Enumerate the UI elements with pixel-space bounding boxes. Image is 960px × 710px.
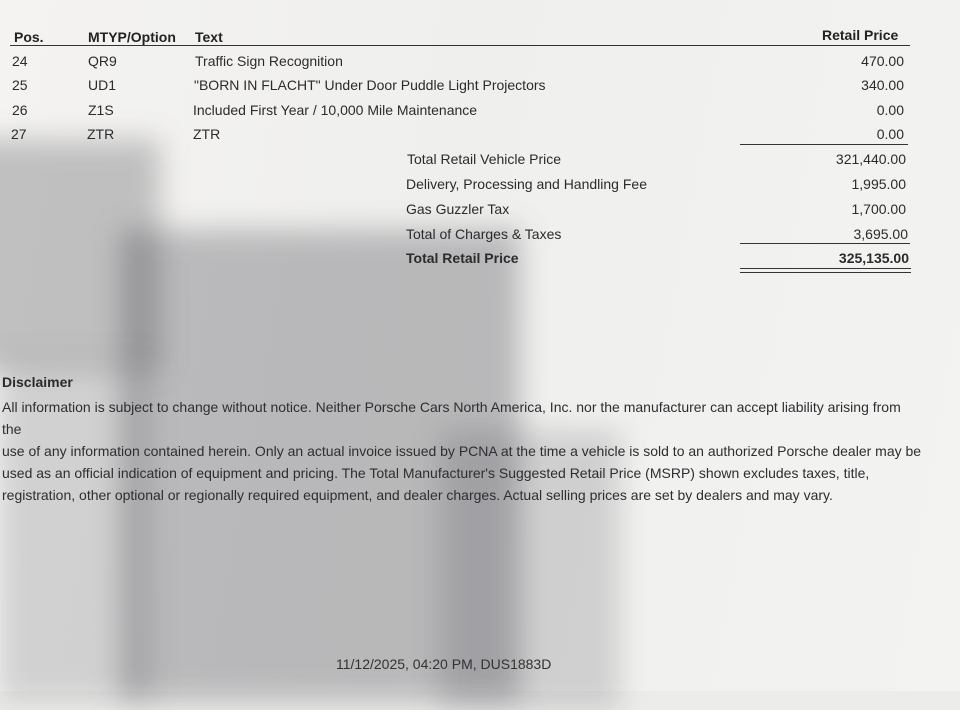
disclaimer-line: All information is subject to change without notice. Neither Porsche Cars North America, Inc. nor the manufacturer can accept liability arising from the <box>2 399 901 437</box>
totals-value: 1,995.00 <box>851 176 906 192</box>
row-description: ZTR <box>193 126 221 142</box>
header-retail-price: Retail Price <box>822 27 899 43</box>
totals-row <box>0 176 910 196</box>
charges-rule <box>740 243 910 244</box>
row-description: Included First Year / 10,000 Mile Maintenance <box>193 102 478 118</box>
totals-label: Total of Charges & Taxes <box>406 226 562 242</box>
table-row <box>0 53 910 73</box>
disclaimer-line: registration, other optional or regionally required equipment, and dealer charges. Actual selling prices are set by dealers and may vary. <box>2 487 833 503</box>
row-option-code: ZTR <box>87 126 115 142</box>
totals-value: 3,695.00 <box>853 226 908 242</box>
subtotal-rule <box>740 144 908 145</box>
row-description: "BORN IN FLACHT" Under Door Puddle Light Projectors <box>194 77 546 93</box>
grand-total-double-rule-top <box>740 268 911 269</box>
grand-total-label: Total Retail Price <box>406 250 519 266</box>
row-price: 340.00 <box>861 77 904 93</box>
print-timestamp: 11/12/2025, 04:20 PM, DUS1883D <box>336 656 552 672</box>
row-option-code: QR9 <box>88 53 117 69</box>
grand-total-value: 325,135.00 <box>838 250 909 266</box>
row-price: 470.00 <box>861 53 904 69</box>
row-pos: 25 <box>12 77 28 93</box>
row-price: 0.00 <box>876 102 904 118</box>
totals-row <box>0 151 910 171</box>
row-description: Traffic Sign Recognition <box>195 53 343 69</box>
row-pos: 26 <box>12 102 28 118</box>
totals-label: Total Retail Vehicle Price <box>407 151 562 167</box>
table-row <box>0 126 910 146</box>
header-divider <box>10 45 910 46</box>
grand-total-row <box>0 250 910 270</box>
totals-row <box>0 201 910 221</box>
row-option-code: Z1S <box>88 102 114 118</box>
disclaimer-line: used as an official indication of equipment and pricing. The Total Manufacturer's Suggested Retail Price (MSRP) shown excludes taxes, title, <box>2 465 870 481</box>
totals-value: 1,700.00 <box>851 201 906 217</box>
totals-value: 321,440.00 <box>835 151 906 167</box>
totals-label: Delivery, Processing and Handling Fee <box>406 176 647 192</box>
header-mtyp-option: MTYP/Option <box>88 29 176 45</box>
totals-label: Gas Guzzler Tax <box>406 201 510 217</box>
disclaimer-text <box>2 396 922 506</box>
header-pos: Pos. <box>14 29 44 45</box>
table-row <box>0 102 910 122</box>
row-price: 0.00 <box>876 126 904 142</box>
table-row <box>0 77 910 97</box>
row-pos: 24 <box>12 53 28 69</box>
row-pos: 27 <box>11 126 27 142</box>
grand-total-double-rule-bottom <box>740 272 911 273</box>
disclaimer-line: use of any information contained herein. Only an actual invoice issued by PCNA at the time a vehicle is sold to an authorized Porsche dealer may be <box>2 443 922 459</box>
disclaimer-title: Disclaimer <box>2 374 73 390</box>
row-option-code: UD1 <box>88 77 117 93</box>
header-text: Text <box>195 29 223 45</box>
